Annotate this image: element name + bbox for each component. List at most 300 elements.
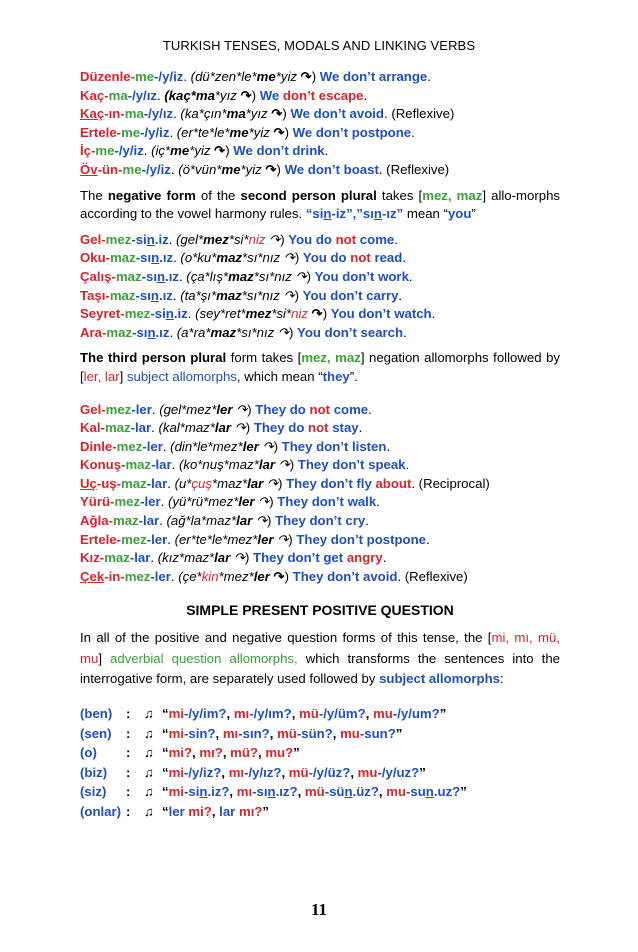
text-segment: ↷ xyxy=(265,231,281,247)
text-segment: -ın- xyxy=(104,106,125,122)
text-segment: maz xyxy=(106,324,133,340)
text-segment: “ xyxy=(162,745,169,761)
text-segment: (er*te*le* xyxy=(176,124,230,140)
text-segment: “ xyxy=(162,725,169,741)
text-segment: Çek xyxy=(80,568,105,584)
text-segment: ) xyxy=(273,438,282,454)
text-segment: mı? xyxy=(199,745,223,761)
text-segment: Öv xyxy=(80,161,98,177)
text-segment: .ız xyxy=(158,287,173,303)
text-segment: mü xyxy=(277,725,297,741)
text-segment: (kız*maz* xyxy=(157,550,215,566)
text-segment: me xyxy=(121,124,141,140)
text-segment: ler xyxy=(257,531,274,547)
text-segment: ] xyxy=(98,650,111,666)
text-segment: ” xyxy=(460,784,467,800)
text-segment: n xyxy=(199,784,208,800)
example-line xyxy=(80,419,560,438)
text-segment: . xyxy=(386,438,391,454)
text-segment: -/y/um? xyxy=(392,705,440,721)
text-segment: *si* xyxy=(228,231,249,247)
text-segment: ) xyxy=(294,287,303,303)
text-segment: mi xyxy=(168,764,184,780)
text-segment: .ız xyxy=(155,324,170,340)
text-segment: Konuş xyxy=(80,457,122,473)
text-segment: ” xyxy=(471,206,476,222)
text-segment: maz xyxy=(112,513,139,529)
text-segment: İç xyxy=(80,143,91,159)
text-segment: maz xyxy=(110,250,136,266)
text-segment: mı? xyxy=(238,803,263,819)
text-segment: They don’t get xyxy=(253,550,347,566)
text-segment: lar xyxy=(247,475,264,491)
text-segment: mi xyxy=(168,725,184,741)
text-segment: You don’t work xyxy=(314,268,409,284)
example-line xyxy=(80,549,560,568)
text-segment: ) xyxy=(278,475,287,491)
music-note-icon: ♫ xyxy=(144,764,154,780)
text-segment: *yiz xyxy=(240,161,266,177)
text-segment: -si xyxy=(150,306,166,322)
text-segment: We xyxy=(259,87,283,103)
text-segment: . xyxy=(162,438,171,454)
text-segment: ↷ xyxy=(265,161,277,177)
text-segment: ↷ xyxy=(300,69,312,84)
text-segment: mez xyxy=(245,306,272,322)
text-segment: . xyxy=(169,124,177,140)
text-segment: , xyxy=(281,764,289,780)
text-segment: maz xyxy=(109,287,136,303)
text-segment: stay xyxy=(328,420,359,436)
example-line xyxy=(80,249,560,268)
text-segment: me xyxy=(122,161,142,177)
question-suffixes xyxy=(162,763,426,783)
text-segment: ↷ xyxy=(231,420,246,436)
text-segment: ↷ xyxy=(214,143,226,159)
text-segment: mez xyxy=(114,494,141,510)
text-segment: - xyxy=(130,69,135,84)
text-segment: -/y/iz xyxy=(141,161,171,177)
text-segment: , xyxy=(291,705,300,721)
example-line xyxy=(80,475,560,494)
text-segment: (o*ku* xyxy=(180,250,217,266)
text-segment: They don’t cry xyxy=(275,513,366,529)
text-segment: , xyxy=(332,725,341,741)
text-segment: . xyxy=(168,231,177,247)
text-segment: *yiz xyxy=(189,143,215,159)
text-segment: do xyxy=(288,420,309,436)
text-segment: mı xyxy=(222,725,239,741)
music-note-icon: ♫ xyxy=(144,725,154,741)
text-segment: mez, maz xyxy=(301,350,361,366)
text-segment: takes [ xyxy=(376,187,423,203)
text-segment: They don’t walk xyxy=(277,494,377,510)
text-segment: Yürü xyxy=(80,494,111,510)
text-segment: mez xyxy=(105,231,132,247)
text-segment: form takes [ xyxy=(226,350,302,366)
text-segment: lar xyxy=(236,513,253,529)
text-segment: me xyxy=(134,69,155,84)
text-segment: mü xyxy=(304,784,325,800)
text-segment: . xyxy=(382,550,387,566)
text-segment: kin xyxy=(201,568,219,584)
text-segment: n xyxy=(267,784,276,800)
text-segment: Kal xyxy=(80,420,101,436)
text-segment: Ağla xyxy=(80,513,109,529)
text-segment: Dinle xyxy=(80,438,113,454)
text-segment: n xyxy=(156,268,166,284)
text-segment: subject allomorphs xyxy=(379,671,500,687)
text-segment: *sı*nız xyxy=(241,287,284,303)
text-segment: . (Reflexive) xyxy=(384,106,455,122)
text-segment: ↷ xyxy=(258,438,274,454)
text-segment: (dü*zen*le* xyxy=(190,69,257,84)
text-segment: *sı*nız xyxy=(253,268,296,284)
text-segment: lar xyxy=(214,420,232,436)
text-segment: ) xyxy=(247,401,256,417)
text-segment: ) xyxy=(280,231,289,247)
text-segment: come xyxy=(356,231,395,247)
text-segment: ] xyxy=(119,368,127,384)
text-segment: .iz? xyxy=(207,784,230,800)
text-segment: . xyxy=(156,87,165,103)
text-segment: mez xyxy=(105,401,132,417)
text-segment: You xyxy=(288,231,316,247)
text-segment: -lar xyxy=(129,550,151,566)
text-segment: ”. xyxy=(349,368,358,384)
music-note-icon: ♫ xyxy=(144,745,154,761)
text-segment: - xyxy=(112,438,117,454)
text-segment: not xyxy=(308,420,329,436)
text-segment: , xyxy=(365,705,374,721)
text-segment: (din*le*mez* xyxy=(170,438,243,454)
text-segment: *yız xyxy=(214,87,241,103)
text-segment: -sı xyxy=(135,287,151,303)
text-segment: You don’t watch xyxy=(330,306,432,322)
text-segment: . xyxy=(405,457,410,473)
text-segment: (gel* xyxy=(176,231,204,247)
text-segment: -ler xyxy=(131,401,152,417)
text-segment: mü xyxy=(288,764,309,780)
text-segment: me xyxy=(256,69,276,84)
text-segment: . xyxy=(178,268,187,284)
colon: : xyxy=(126,803,131,819)
text-segment: ↷ xyxy=(263,475,278,491)
text-segment: negative form xyxy=(107,187,196,203)
text-segment: ma xyxy=(195,87,215,103)
text-segment: lar xyxy=(258,457,275,473)
text-segment: We don’t drink xyxy=(233,143,325,159)
text-segment: ) xyxy=(311,69,320,84)
text-segment: In all of the positive and negative question forms of this tense, the [ xyxy=(80,630,492,646)
text-segment: angry xyxy=(346,550,383,566)
music-note-icon: ♫ xyxy=(144,784,154,800)
text-segment: *maz* xyxy=(211,475,248,491)
text-segment: . xyxy=(143,143,152,159)
text-segment: of the xyxy=(195,187,241,203)
text-segment: *si* xyxy=(271,306,292,322)
pronoun-label: (sen) xyxy=(80,725,112,741)
text-segment: -/y/iz xyxy=(154,69,184,84)
text-segment: (çe* xyxy=(178,568,202,584)
text-segment: Gel xyxy=(80,231,102,247)
text-segment: - xyxy=(116,124,122,140)
text-segment: mı xyxy=(233,705,250,721)
text-segment: , which mean “ xyxy=(236,368,323,384)
text-segment: mı xyxy=(236,784,253,800)
text-segment: -sin? xyxy=(183,725,216,741)
example-line xyxy=(80,268,560,287)
text-segment: -sı xyxy=(135,250,152,266)
text-segment: *yiz xyxy=(275,69,301,84)
text-segment: They xyxy=(255,401,290,417)
text-segment: ma xyxy=(124,106,144,122)
text-segment: -si xyxy=(131,231,147,247)
text-segment: . xyxy=(160,494,168,510)
text-segment: . xyxy=(324,143,329,159)
text-segment: mu xyxy=(340,725,360,741)
text-segment: They xyxy=(253,420,289,436)
colon: : xyxy=(126,725,131,741)
text-segment: , xyxy=(258,745,266,761)
text-segment: maz xyxy=(125,457,152,473)
music-note-icon: ♫ xyxy=(144,705,154,721)
text-segment: , xyxy=(221,764,229,780)
text-segment: ) xyxy=(284,124,293,140)
text-segment: (ö*vün* xyxy=(178,161,222,177)
text-segment: lar xyxy=(219,803,239,819)
text-segment: . xyxy=(408,268,413,284)
text-segment: , xyxy=(297,784,305,800)
text-segment: The third person plural xyxy=(80,350,227,366)
text-segment: We xyxy=(319,69,343,84)
text-segment: , xyxy=(226,705,234,721)
text-segment: n xyxy=(373,206,382,222)
text-segment: ) xyxy=(251,87,260,103)
negative-they-examples xyxy=(80,401,560,587)
text-segment: You don’t search xyxy=(297,324,404,340)
text-segment: adverbial question allomorphs, xyxy=(110,650,298,666)
text-segment: maz xyxy=(216,250,242,266)
text-segment: - xyxy=(120,306,125,322)
question-suffixes xyxy=(162,704,446,724)
text-segment: They don’t fly xyxy=(286,475,376,491)
text-segment: , xyxy=(350,764,358,780)
text-segment: -/y/ız xyxy=(143,106,174,122)
text-segment: . xyxy=(365,513,369,529)
text-segment: - xyxy=(104,87,109,103)
text-segment: “ xyxy=(162,764,169,780)
example-line xyxy=(80,512,560,531)
text-segment: . xyxy=(150,550,158,566)
text-segment: do xyxy=(330,250,351,266)
text-segment: Ertele xyxy=(80,124,117,140)
text-segment: : xyxy=(500,671,504,687)
third-plural-explanation xyxy=(80,349,560,386)
question-row xyxy=(80,782,560,802)
text-segment: ] negation allomorphs followed by [ xyxy=(80,350,560,384)
text-segment: (sey*ret* xyxy=(195,306,246,322)
text-segment: .ız? xyxy=(275,784,298,800)
text-segment: (ta*şı* xyxy=(180,287,217,303)
text-segment: (u* xyxy=(174,475,192,491)
negative-we-examples xyxy=(80,68,560,180)
pronoun-label: (o) xyxy=(80,745,97,761)
question-suffixes xyxy=(162,782,467,802)
text-segment: n xyxy=(323,206,332,222)
text-segment: -ler xyxy=(150,568,171,584)
text-segment: ) xyxy=(288,531,297,547)
text-segment: not xyxy=(309,401,331,417)
text-segment: -ler xyxy=(140,494,161,510)
text-segment: ) xyxy=(269,494,278,510)
text-segment: . xyxy=(151,401,160,417)
text-segment: me xyxy=(95,143,115,159)
text-segment: me xyxy=(229,124,249,140)
text-segment: ) xyxy=(276,161,285,177)
text-segment: , xyxy=(269,725,278,741)
text-segment: mean “ xyxy=(403,206,448,222)
text-segment: -sün? xyxy=(296,725,333,741)
text-segment: Uç xyxy=(80,475,97,491)
text-segment: . (Reciprocal) xyxy=(411,475,490,491)
text-segment: about xyxy=(375,475,412,491)
text-segment: -lar xyxy=(146,475,168,491)
text-segment: ↷ xyxy=(230,550,245,566)
text-segment: . xyxy=(363,87,368,103)
text-segment: (ka*çın* xyxy=(180,106,227,122)
text-segment: . xyxy=(368,401,372,417)
text-segment: -/y/uz? xyxy=(377,764,420,780)
text-segment: -sı xyxy=(252,784,268,800)
text-segment: mi? xyxy=(188,803,212,819)
text-segment: . xyxy=(431,306,436,322)
question-row xyxy=(80,763,560,783)
text-segment: -/y/ız xyxy=(127,87,157,103)
colon: : xyxy=(126,764,131,780)
pronoun-label: (biz) xyxy=(80,764,108,780)
text-segment: -ler xyxy=(142,438,163,454)
text-segment: Seyret xyxy=(80,306,121,322)
text-segment: mü xyxy=(299,705,319,721)
text-segment: me xyxy=(170,143,190,159)
text-segment: n xyxy=(344,784,353,800)
question-suffix-table xyxy=(80,704,560,822)
question-suffixes xyxy=(162,724,402,744)
text-segment: mi xyxy=(168,784,184,800)
text-segment: (iç* xyxy=(151,143,171,159)
text-segment: mu xyxy=(373,705,393,721)
example-line xyxy=(80,231,560,250)
text-segment: Gel xyxy=(80,401,102,417)
text-segment: ↷ xyxy=(271,106,283,122)
text-segment: ” xyxy=(262,803,270,819)
text-segment: Taşı xyxy=(80,287,106,303)
text-segment: ma xyxy=(108,87,128,103)
text-segment: .ız xyxy=(165,268,179,284)
text-segment: -in- xyxy=(104,568,125,584)
text-segment: -sun? xyxy=(359,725,396,741)
text-segment: you xyxy=(447,206,472,222)
text-segment: . (Reflexive) xyxy=(397,568,468,584)
text-segment: . xyxy=(183,69,191,84)
text-segment: ) xyxy=(284,568,293,584)
text-segment: *yiz xyxy=(248,124,274,140)
example-line xyxy=(80,87,560,106)
text-segment: .iz xyxy=(154,231,169,247)
text-segment: Kaç xyxy=(80,87,105,103)
text-segment: -/y/üz? xyxy=(308,764,351,780)
text-segment: . xyxy=(376,494,380,510)
example-line xyxy=(80,161,560,180)
example-line xyxy=(80,68,560,87)
text-segment: ) xyxy=(288,324,298,340)
text-segment: -lar xyxy=(151,457,172,473)
text-segment: , xyxy=(192,745,200,761)
example-line xyxy=(80,568,560,587)
text-segment: Ertele xyxy=(80,531,117,547)
text-segment: -sın? xyxy=(238,725,270,741)
text-segment: ler, lar xyxy=(83,368,120,384)
text-segment: ↷ xyxy=(273,531,289,547)
text-segment: niz xyxy=(248,231,266,247)
example-line xyxy=(80,401,560,420)
text-segment: not xyxy=(335,231,357,247)
text-segment: (kaç* xyxy=(164,87,196,103)
text-segment: . xyxy=(170,568,179,584)
text-segment: .ız xyxy=(159,250,174,266)
text-segment: . xyxy=(427,69,431,84)
text-segment: -lar xyxy=(130,420,152,436)
text-segment: *sı*nız xyxy=(236,324,278,340)
pronoun-label: (siz) xyxy=(80,784,107,800)
text-segment: second person plural xyxy=(240,187,377,203)
text-segment: maz xyxy=(210,324,237,340)
text-segment: -lar xyxy=(138,513,160,529)
text-segment: . xyxy=(187,306,196,322)
text-segment: mez xyxy=(124,306,151,322)
text-segment: do xyxy=(289,401,310,417)
negative-you-examples xyxy=(80,231,560,343)
colon: : xyxy=(126,705,131,721)
question-row xyxy=(80,802,560,822)
text-segment: Düzenle xyxy=(80,69,131,84)
text-segment: , xyxy=(215,725,223,741)
text-segment: ↷ xyxy=(275,457,290,473)
text-segment: ↷ xyxy=(273,124,285,140)
text-segment: ) xyxy=(244,550,254,566)
page-number: 11 xyxy=(310,900,328,919)
question-row xyxy=(80,704,560,724)
example-line xyxy=(80,438,560,457)
text-segment: mez xyxy=(121,531,147,547)
text-segment: ↷ xyxy=(232,401,248,417)
text-segment: mi, mı, mü, mu xyxy=(80,630,560,666)
text-segment: come xyxy=(330,401,369,417)
text-segment: ” xyxy=(293,745,300,761)
text-segment: “ xyxy=(162,803,169,819)
text-segment: -iz”,”sı xyxy=(331,206,374,222)
music-note-icon: ♫ xyxy=(144,803,154,819)
text-segment: They don’t postpone xyxy=(296,531,426,547)
text-segment: maz xyxy=(104,550,130,566)
text-segment: n xyxy=(151,250,160,266)
text-segment: -/y/ız? xyxy=(244,764,282,780)
text-segment: mez xyxy=(116,438,143,454)
text-segment: They don’t listen xyxy=(281,438,387,454)
text-segment: (a*ra* xyxy=(176,324,211,340)
text-segment: ler xyxy=(253,568,270,584)
